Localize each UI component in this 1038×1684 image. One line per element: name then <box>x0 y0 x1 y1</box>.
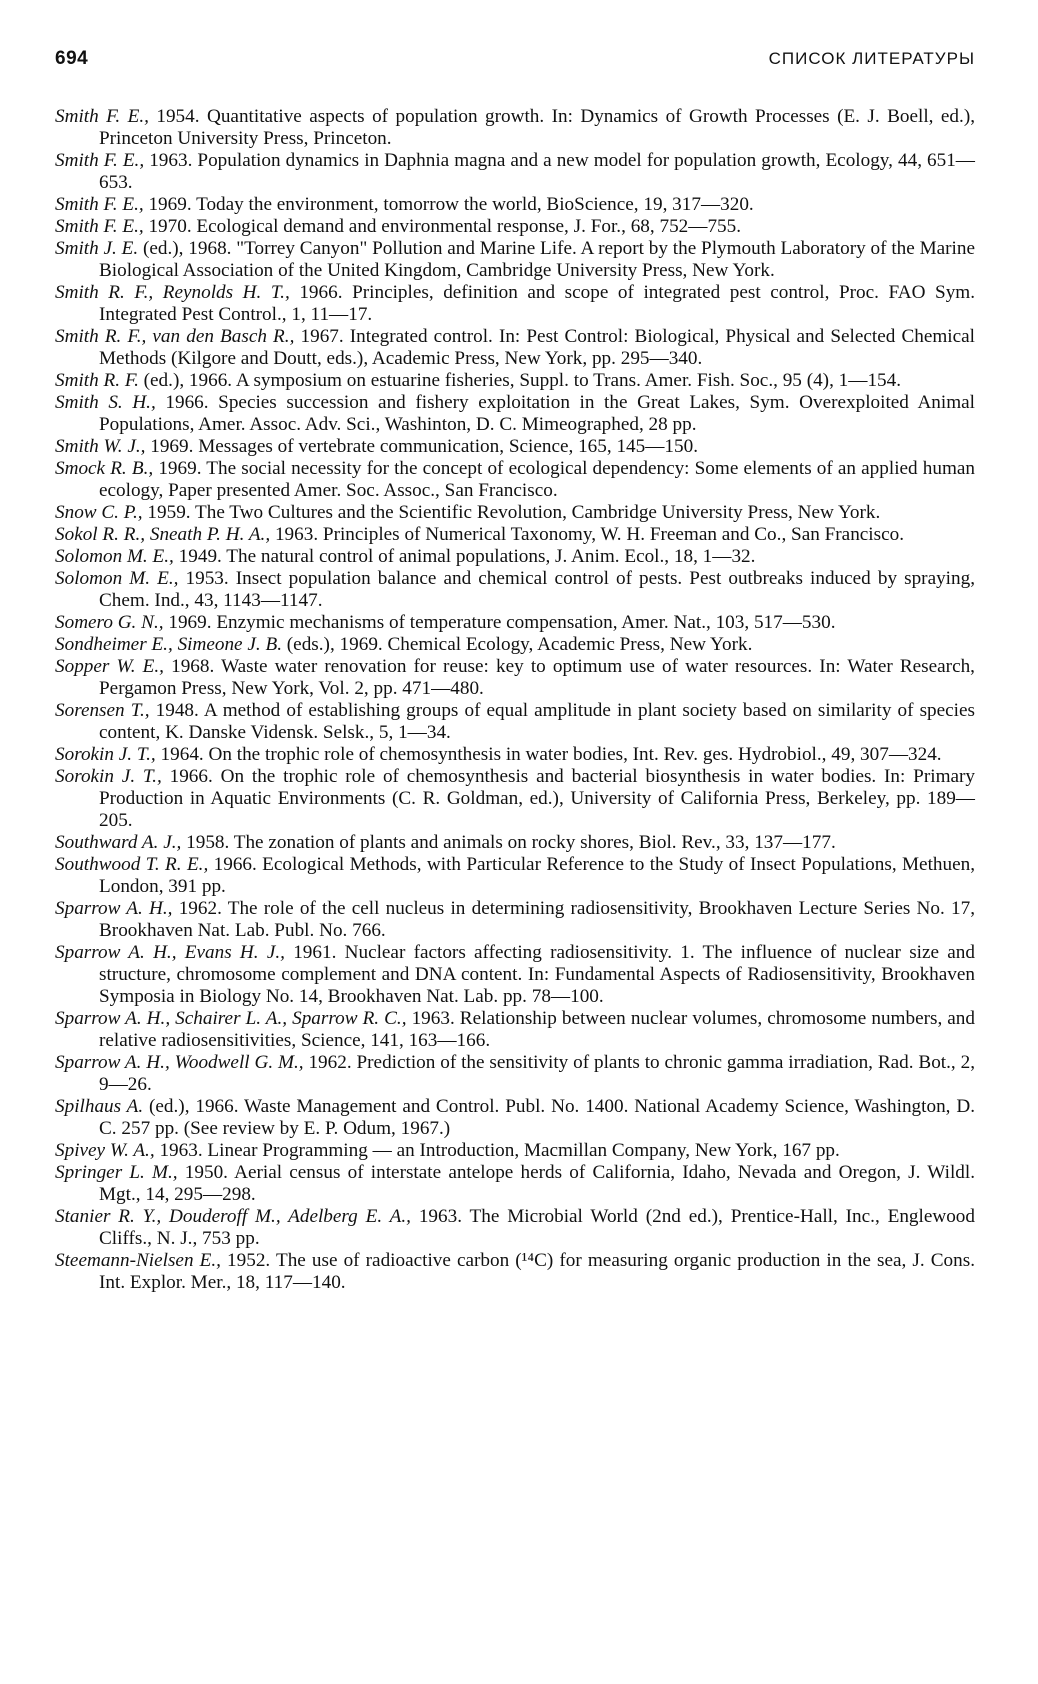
reference-author: Sondheimer E., Simeone J. B. <box>55 634 282 655</box>
reference-author: Sorokin J. T., <box>55 744 156 765</box>
reference-author: Smith R. F., Reynolds H. T., <box>55 282 290 303</box>
reference-text: 1963. The Microbial World (2nd ed.), Prentice-Hall, Inc., Englewood Cliffs., N. J., 753 pp. <box>99 1206 975 1249</box>
reference-author: Solomon M. E., <box>55 568 179 589</box>
reference-entry <box>55 766 975 832</box>
reference-author: Smith R. F. <box>55 370 139 391</box>
reference-text: 1969. The social necessity for the concept of ecological dependency: Some elements of an applied human ecology, Paper presented Amer. Soc. Assoc., San Francisco. <box>99 458 975 501</box>
reference-author: Sparrow A. H., Schairer L. A., Sparrow R. C., <box>55 1008 407 1029</box>
reference-text: 1962. The role of the cell nucleus in determining radiosensitivity, Brookhaven Lecture Series No. 17, Brookhaven Nat. Lab. Publ. No. 766. <box>99 898 975 941</box>
reference-text: 1949. The natural control of animal populations, J. Anim. Ecol., 18, 1—32. <box>173 546 756 567</box>
reference-entry <box>55 612 975 634</box>
reference-entry <box>55 502 975 524</box>
reference-entry <box>55 656 975 700</box>
reference-text: 1948. A method of establishing groups of equal amplitude in plant society based on similarity of species content, K. Danske Vidensk. Selsk., 5, 1—34. <box>99 700 975 743</box>
reference-entry <box>55 1008 975 1052</box>
reference-entry <box>55 1052 975 1096</box>
reference-entry <box>55 150 975 194</box>
reference-author: Smith J. E. <box>55 238 139 259</box>
reference-author: Sparrow A. H., Woodwell G. M., <box>55 1052 304 1073</box>
reference-author: Sopper W. E., <box>55 656 164 677</box>
reference-text: 1969. Messages of vertebrate communication, Science, 165, 145—150. <box>145 436 699 457</box>
reference-list <box>55 106 975 1294</box>
reference-author: Spivey W. A., <box>55 1140 155 1161</box>
running-head <box>55 48 975 78</box>
reference-text: 1954. Quantitative aspects of population growth. In: Dynamics of Growth Processes (E. J. Boell, ed.), Princeton University Press, Princeton. <box>99 106 976 149</box>
reference-entry <box>55 106 975 150</box>
reference-author: Sparrow A. H., <box>55 898 173 919</box>
reference-entry <box>55 568 975 612</box>
reference-text: (ed.), 1966. Waste Management and Control. Publ. No. 1400. National Academy Science, Washington, D. C. 257 pp. (See review by E. P. Odum, 1967.) <box>99 1096 975 1139</box>
reference-author: Sorensen T., <box>55 700 150 721</box>
reference-text: 1963. Relationship between nuclear volumes, chromosome numbers, and relative radiosensitivities, Science, 141, 163—166. <box>99 1008 975 1051</box>
reference-author: Smith F. E., <box>55 150 145 171</box>
reference-author: Stanier R. Y., Douderoff M., Adelberg E. A., <box>55 1206 411 1227</box>
reference-author: Smith F. E., <box>55 194 144 215</box>
reference-entry <box>55 370 975 392</box>
reference-author: Smith R. F., van den Basch R., <box>55 326 295 347</box>
reference-text: 1961. Nuclear factors affecting radiosensitivity. 1. The influence of nuclear size and structure, chromosome complement and DNA content. In: Fundamental Aspects of Radiosensitivity, Brookhaven Symposia in Biology No. 14, Brookhaven Nat. Lab. pp. 78—100. <box>99 942 975 1007</box>
reference-entry <box>55 942 975 1008</box>
reference-text: 1962. Prediction of the sensitivity of plants to chronic gamma irradiation, Rad. Bot., 2, 9—26. <box>99 1052 975 1095</box>
reference-text: 1968. Waste water renovation for reuse: key to optimum use of water resources. In: Water Research, Pergamon Press, New York, Vol. 2, pp. 471—480. <box>99 656 975 699</box>
reference-entry <box>55 238 975 282</box>
reference-text: 1963. Linear Programming — an Introduction, Macmillan Company, New York, 167 pp. <box>154 1140 840 1161</box>
reference-text: (eds.), 1969. Chemical Ecology, Academic Press, New York. <box>282 634 753 655</box>
reference-author: Sorokin J. T., <box>55 766 162 787</box>
reference-author: Springer L. M., <box>55 1162 178 1183</box>
reference-entry <box>55 546 975 568</box>
reference-entry <box>55 744 975 766</box>
reference-entry <box>55 392 975 436</box>
reference-entry <box>55 634 975 656</box>
reference-author: Solomon M. E., <box>55 546 174 567</box>
reference-author: Smock R. B., <box>55 458 154 479</box>
reference-text: 1953. Insect population balance and chemical control of pests. Pest outbreaks induced by spraying, Chem. Ind., 43, 1143—1147. <box>99 568 975 611</box>
book-page <box>55 48 975 1294</box>
reference-entry <box>55 832 975 854</box>
reference-author: Smith F. E., <box>55 216 144 237</box>
reference-text: 1966. Species succession and fishery exploitation in the Great Lakes, Sym. Overexploited Animal Populations, Amer. Assoc. Adv. Sci., Washinton, D. C. Mimeographed, 28 pp. <box>99 392 975 435</box>
reference-entry <box>55 898 975 942</box>
reference-entry <box>55 216 975 238</box>
reference-author: Steemann-Nielsen E., <box>55 1250 221 1271</box>
reference-author: Smith S. H., <box>55 392 156 413</box>
reference-author: Spilhaus A. <box>55 1096 144 1117</box>
reference-author: Sparrow A. H., Evans H. J., <box>55 942 285 963</box>
reference-text: 1950. Aerial census of interstate antelope herds of California, Idaho, Nevada and Oregon, J. Wildl. Mgt., 14, 295—298. <box>99 1162 976 1205</box>
reference-entry <box>55 282 975 326</box>
reference-entry <box>55 436 975 458</box>
reference-author: Sokol R. R., Sneath P. H. A., <box>55 524 271 545</box>
reference-text: 1970. Ecological demand and environmental response, J. For., 68, 752—755. <box>143 216 742 237</box>
reference-entry <box>55 700 975 744</box>
reference-author: Smith F. E., <box>55 106 149 127</box>
reference-author: Somero G. N., <box>55 612 164 633</box>
reference-author: Southward A. J., <box>55 832 182 853</box>
reference-entry <box>55 524 975 546</box>
reference-text: 1958. The zonation of plants and animals on rocky shores, Biol. Rev., 33, 137—177. <box>181 832 836 853</box>
reference-text: 1963. Principles of Numerical Taxonomy, W. H. Freeman and Co., San Francisco. <box>270 524 905 545</box>
reference-text: (ed.), 1966. A symposium on estuarine fisheries, Suppl. to Trans. Amer. Fish. Soc., 95 (4), 1—154. <box>138 370 902 391</box>
reference-entry <box>55 1096 975 1140</box>
reference-entry <box>55 1206 975 1250</box>
reference-text: (ed.), 1968. "Torrey Canyon" Pollution and Marine Life. A report by the Plymouth Laboratory of the Marine Biological Association of the United Kingdom, Cambridge University Press, New York. <box>99 238 975 281</box>
reference-entry <box>55 194 975 216</box>
reference-text: 1963. Population dynamics in Daphnia magna and a new model for population growth, Ecology, 44, 651—653. <box>99 150 975 193</box>
reference-entry <box>55 1140 975 1162</box>
reference-text: 1959. The Two Cultures and the Scientific Revolution, Cambridge University Press, New York. <box>142 502 881 523</box>
reference-author: Southwood T. R. E., <box>55 854 209 875</box>
reference-text: 1967. Integrated control. In: Pest Control: Biological, Physical and Selected Chemical Methods (Kilgore and Doutt, eds.), Academic Press, New York, pp. 295—340. <box>99 326 976 369</box>
reference-text: 1966. On the trophic role of chemosynthesis and bacterial biosynthesis in water bodies. In: Primary Production in Aquatic Environments (C. R. Goldman, ed.), University of California Press, Berkeley, pp. 189—205. <box>99 766 975 831</box>
reference-entry <box>55 854 975 898</box>
reference-text: 1964. On the trophic role of chemosynthesis in water bodies, Int. Rev. ges. Hydrobiol., 49, 307—324. <box>155 744 942 765</box>
page-number: 694 <box>55 48 89 69</box>
reference-text: 1966. Principles, definition and scope of integrated pest control, Proc. FAO Sym. Integrated Pest Control., 1, 11—17. <box>99 282 976 325</box>
reference-text: 1952. The use of radioactive carbon (¹⁴C) for measuring organic production in the sea, J. Cons. Int. Explor. Mer., 18, 117—140. <box>99 1250 975 1293</box>
reference-author: Snow C. P., <box>55 502 143 523</box>
reference-entry <box>55 1250 975 1294</box>
reference-text: 1966. Ecological Methods, with Particular Reference to the Study of Insect Populations, Methuen, London, 391 pp. <box>99 854 975 897</box>
reference-text: 1969. Today the environment, tomorrow the world, BioScience, 19, 317—320. <box>143 194 754 215</box>
reference-entry <box>55 326 975 370</box>
reference-entry <box>55 458 975 502</box>
reference-text: 1969. Enzymic mechanisms of temperature compensation, Amer. Nat., 103, 517—530. <box>163 612 836 633</box>
reference-author: Smith W. J., <box>55 436 146 457</box>
reference-entry <box>55 1162 975 1206</box>
section-title: СПИСОК ЛИТЕРАТУРЫ <box>768 49 975 68</box>
